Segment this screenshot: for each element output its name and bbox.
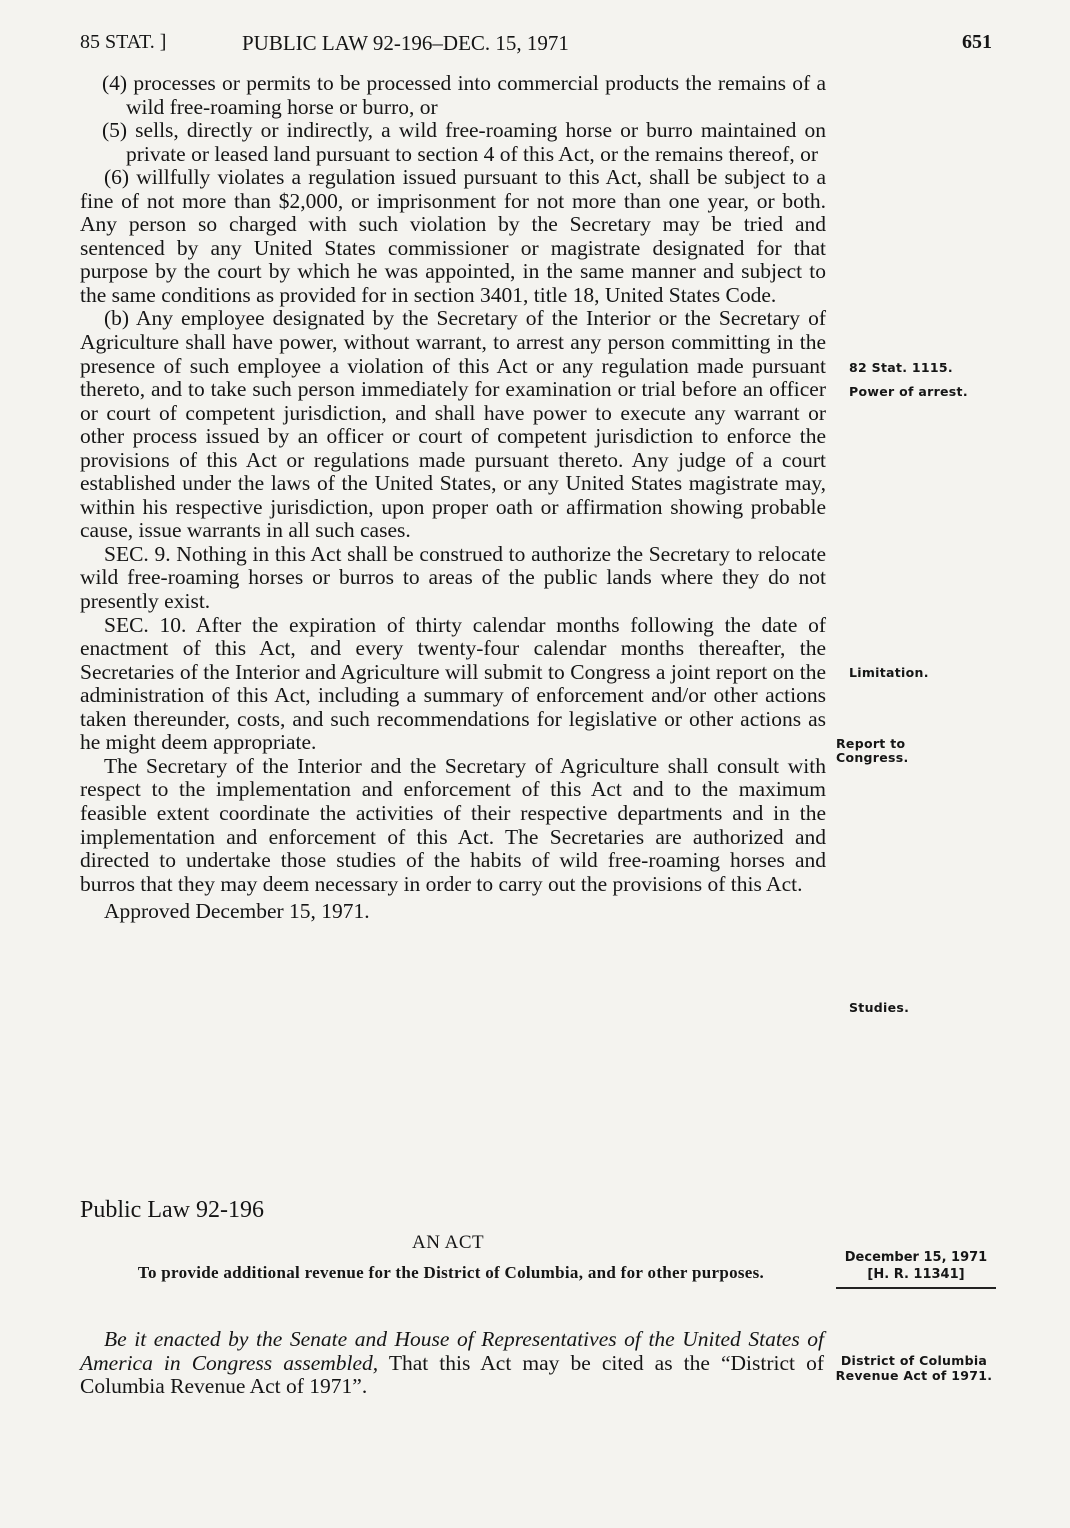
margin-note-arrest: Power of arrest.	[849, 384, 968, 399]
paragraph-5: (5) sells, directly or indirectly, a wild free-roaming horse or burro maintained on private or leased land pursuant to section 4 of this Act, or the remains thereof, or	[102, 118, 826, 166]
margin-note-stat: 82 Stat. 1115.	[849, 360, 953, 375]
enactment-date: December 15, 1971	[844, 1250, 988, 1265]
enactment-date-block	[836, 1249, 996, 1289]
coordination-paragraph: The Secretary of the Interior and the Secretary of Agriculture shall consult with respect to the implementation and enforcement of this Act and to the maximum feasible extent coordinate the activities of their respective departments and in the implementation and enforcement of this Act. The Secretaries are authorized and directed to undertake those studies of the habits of wild free-roaming horses and burros that they may deem necessary in order to carry out the provisions of this Act.	[80, 753, 826, 896]
margin-note-studies: Studies.	[849, 1000, 910, 1015]
stat-reference: 85 STAT. ]	[80, 31, 167, 53]
enacting-clause	[80, 1328, 824, 1399]
paragraph-b: (b) Any employee designated by the Secretary of the Interior or the Secretary of Agriculture shall have power, without warrant, to arrest any person committing in the presence of such employee a violation of this Act or any regulation made pursuant thereto, and to take such person immediately for examination or trial before an officer or court of competent jurisdiction, and shall have power to execute any warrant or other process issued by an officer or court of competent jurisdiction to enforce the provisions of this Act or regulations made pursuant thereto. Any judge of a court established under the laws of the United States, or any United States magistrate may, within his respective jurisdiction, upon proper oath or affirmation showing probable cause, issue warrants in all such cases.	[80, 306, 826, 543]
an-act-heading: AN ACT	[412, 1232, 485, 1253]
enacting-clause-text: That this Act may be cited as the “District of Columbia Revenue Act of 1971”.	[80, 1350, 824, 1398]
date-rule	[836, 1287, 996, 1289]
bill-number: [H. R. 11341]	[867, 1267, 965, 1282]
approved-date: Approved December 15, 1971.	[104, 899, 370, 924]
paragraph-4: (4) processes or permits to be processed into commercial products the remains of a wild free-roaming horse or burro, or	[102, 71, 826, 119]
main-text	[80, 72, 826, 924]
paragraph-6: (6) willfully violates a regulation issued pursuant to this Act, shall be subject to a fine of not more than $2,000, or imprisonment for not more than one year, or both. Any person so charged with such violation by the Secretary may be tried and sentenced by any United States commissioner or magistrate designated for that purpose by the court by which he was appointed, in the same manner and subject to the same conditions as provided for in section 3401, title 18, United States Code.	[80, 165, 826, 307]
margin-note-limitation: Limitation.	[849, 665, 929, 680]
act-purpose: To provide additional revenue for the District of Columbia, and for other purposes.	[137, 1263, 765, 1282]
running-header	[80, 31, 992, 59]
section-9: SEC. 9. Nothing in this Act shall be construed to authorize the Secretary to relocate wild free-roaming horses or burros to areas of the public lands where they do not presently exist.	[80, 541, 826, 614]
margin-note-dc-revenue: District of Columbia Revenue Act of 1971.	[835, 1353, 993, 1383]
public-law-heading: Public Law 92-196	[80, 1197, 264, 1223]
section-10: SEC. 10. After the expiration of thirty calendar months following the date of enactment of this Act, and every twenty-four calendar months thereafter, the Secretaries of the Interior and Agriculture will submit to Congress a joint report on the administration of this Act, including a summary of enforcement and/or other actions taken thereunder, costs, and such recommendations for legislative or other actions as he might deem appropriate.	[80, 612, 826, 755]
enacting-clause-italic: Be it enacted by the Senate and House of Representatives of the United States of America in Congress assembled,	[80, 1327, 824, 1375]
page-number: 651	[962, 31, 992, 53]
margin-note-report: Report to Congress.	[836, 736, 909, 765]
header-title: PUBLIC LAW 92-196–DEC. 15, 1971	[242, 31, 569, 55]
